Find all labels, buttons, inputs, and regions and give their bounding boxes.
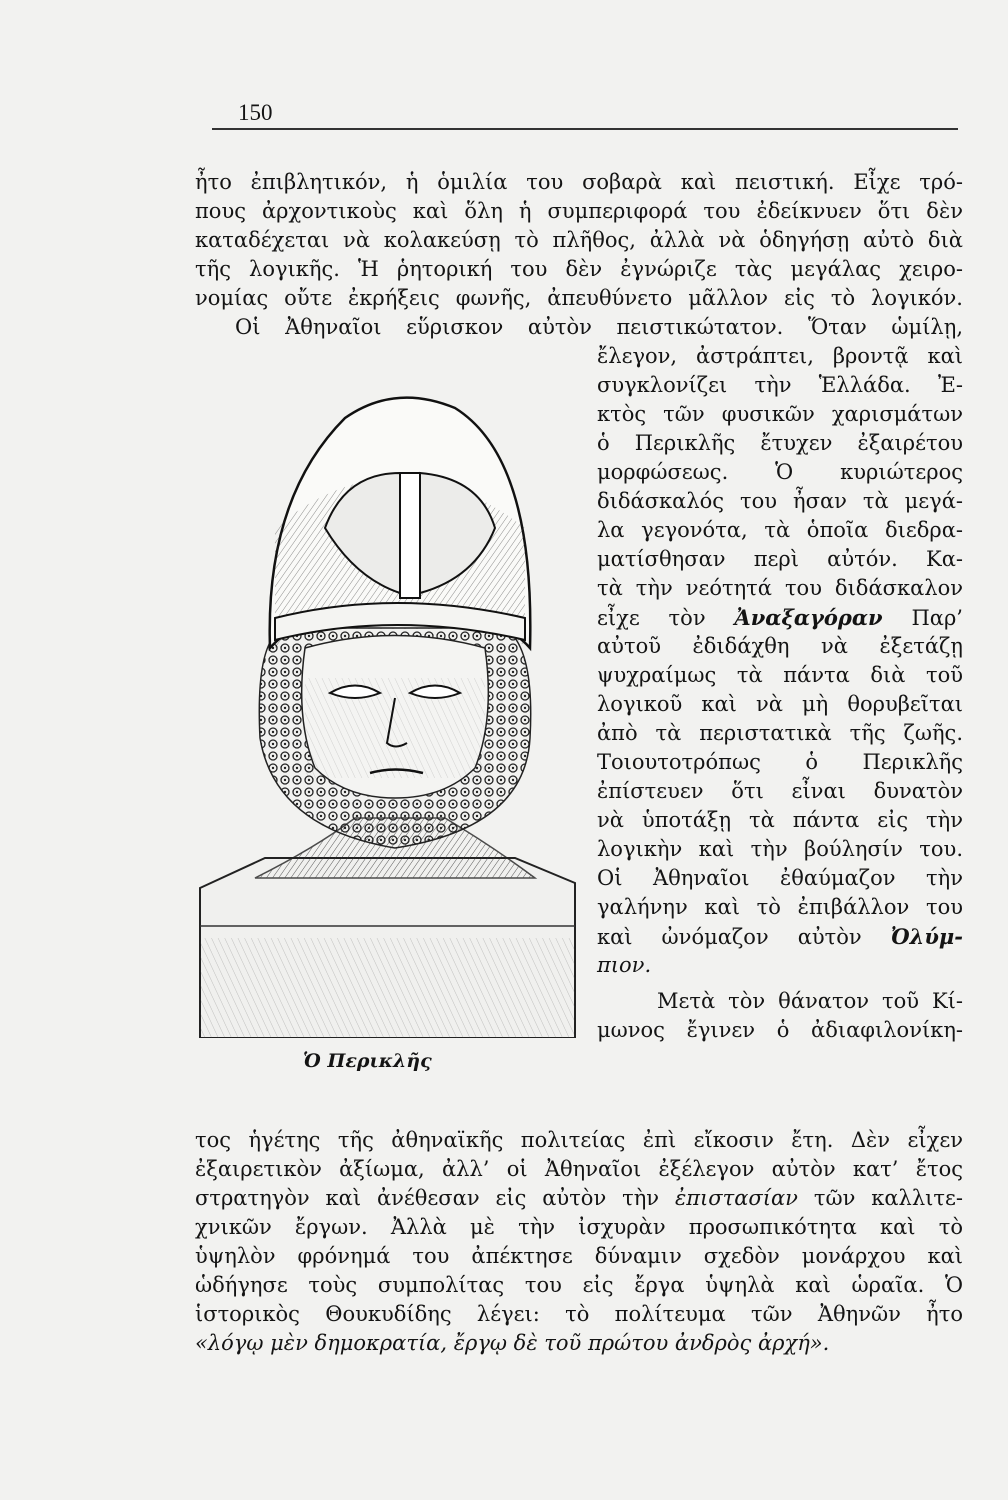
text-line: καταδέχεται νὰ κολακεύσῃ τὸ πλῆθος, ἀλλὰ νὰ ὁδηγήσῃ αὐτὸ διὰ	[195, 228, 963, 252]
text-line: λα γεγονότα, τὰ ὁποῖα διεδρα-	[597, 518, 963, 542]
figure-caption: Ὁ Περικλῆς	[303, 1050, 432, 1072]
text-line: λογικὴν καὶ τὴν βούλησίν του.	[597, 837, 963, 861]
thucydides-quote: «λόγῳ μὲν δημοκρατία, ἔργῳ δὲ τοῦ πρώτου ἀνδρὸς ἀρχή».	[195, 1331, 830, 1355]
text-line: συγκλονίζει τὴν Ἑλλάδα. Ἐ-	[597, 373, 963, 397]
text-line: γαλήνην καὶ τὸ ἐπιβάλλον του	[597, 895, 963, 919]
text-span: στρατηγὸν καὶ ἀνέθεσαν εἰς αὐτὸν τὴν	[195, 1186, 675, 1210]
header-rule	[212, 128, 958, 130]
text-line: διδάσκαλός του ἦσαν τὰ μεγά-	[597, 489, 963, 513]
text-span: καὶ ὠνόμαζον αὐτὸν	[597, 925, 891, 949]
text-line: ἐξαιρετικὸν ἀξίωμα, ἀλλ’ οἱ Ἀθηναῖοι ἐξέλεγον αὐτὸν κατ’ ἔτος	[195, 1157, 963, 1181]
text-line: ὁ Περικλῆς ἔτυχεν ἐξαιρέτου	[597, 431, 963, 455]
pericles-bust-illustration	[195, 378, 587, 1038]
text-line: λογικοῦ καὶ νὰ μὴ θορυβεῖται	[597, 692, 963, 716]
name-olympios: Ὀλύμ-	[890, 924, 963, 949]
text-line: τὰ τὴν νεότητά του διδάσκαλον	[597, 576, 963, 600]
text-line: ὡδήγησε τοὺς συμπολίτας του εἰς ἔργα ὑψηλὰ καὶ ὡραῖα. Ὁ	[195, 1273, 963, 1297]
text-line: ἀπὸ τὰ περιστατικὰ τῆς ζωῆς.	[597, 721, 963, 745]
text-line: ἱστορικὸς Θουκυδίδης λέγει: τὸ πολίτευμα τῶν Ἀθηνῶν ἦτο	[195, 1302, 963, 1326]
text-line: ὑψηλὸν φρόνημά του ἀπέκτησε δύναμιν σχεδὸν μονάρχου καὶ	[195, 1244, 963, 1268]
page-number: 150	[238, 100, 273, 125]
text-span: Παρ’	[882, 606, 963, 630]
term-epistasia: ἐπιστασίαν	[674, 1186, 798, 1210]
text-span: εἶχε τὸν	[597, 606, 735, 630]
text-line: ἐπίστευεν ὅτι εἶναι δυνατὸν	[597, 779, 963, 803]
text-line: Μετὰ τὸν θάνατον τοῦ Κί-	[657, 989, 963, 1013]
text-line: χνικῶν ἔργων. Ἀλλὰ μὲ τὴν ἰσχυρὰν προσωπικότητα καὶ τὸ	[195, 1215, 963, 1239]
text-line: κτὸς τῶν φυσικῶν χαρισμάτων	[597, 402, 963, 426]
text-line: τῆς λογικῆς. Ἡ ῥητορική του δὲν ἐγνώριζε τὰς μεγάλας χειρο-	[195, 257, 963, 281]
name-olympios-cont: πιον.	[597, 953, 652, 977]
name-anaxagoras: Ἀναξαγόραν	[734, 605, 883, 630]
text-line: ἔλεγον, ἀστράπτει, βροντᾷ καὶ	[597, 344, 963, 368]
text-line: Οἱ Ἀθηναῖοι εὕρισκον αὐτὸν πειστικώτατον. Ὅταν ὡμίλῃ,	[235, 315, 963, 339]
text-line: Οἱ Ἀθηναῖοι ἐθαύμαζον τὴν	[597, 866, 963, 890]
text-line-epistasia	[195, 1184, 963, 1213]
text-line	[597, 951, 963, 980]
text-line: Τοιουτοτρόπως ὁ Περικλῆς	[597, 750, 963, 774]
text-line: τος ἡγέτης τῆς ἀθηναϊκῆς πολιτείας ἐπὶ εἴκοσιν ἔτη. Δὲν εἶχεν	[195, 1128, 963, 1152]
text-line: νὰ ὑποτάξῃ τὰ πάντα εἰς τὴν	[597, 808, 963, 832]
text-line-olympios	[597, 922, 963, 952]
text-line: μορφώσεως. Ὁ κυριώτερος	[597, 460, 963, 484]
text-line: νομίας οὔτε ἐκρήξεις φωνῆς, ἀπευθύνετο μᾶλλον εἰς τὸ λογικόν.	[195, 286, 963, 310]
text-line: ἦτο ἐπιβλητικόν, ἡ ὁμιλία του σοβαρὰ καὶ πειστική. Εἶχε τρό-	[195, 170, 963, 194]
text-line: ψυχραίμως τὰ πάντα διὰ τοῦ	[597, 663, 963, 687]
text-line: μωνος ἔγινεν ὁ ἀδιαφιλονίκη-	[597, 1018, 963, 1042]
text-line-anaxagoras	[597, 603, 963, 633]
text-line: πους ἀρχοντικοὺς καὶ ὅλη ἡ συμπεριφορά του ἐδείκνυεν ὅτι δὲν	[195, 199, 963, 223]
bust-engraving	[195, 378, 587, 1038]
text-span: τῶν καλλιτε-	[797, 1186, 963, 1210]
text-line: αὐτοῦ ἐδιδάχθη νὰ ἐξετάζῃ	[597, 634, 963, 658]
text-line: ματίσθησαν περὶ αὐτόν. Κα-	[597, 547, 963, 571]
